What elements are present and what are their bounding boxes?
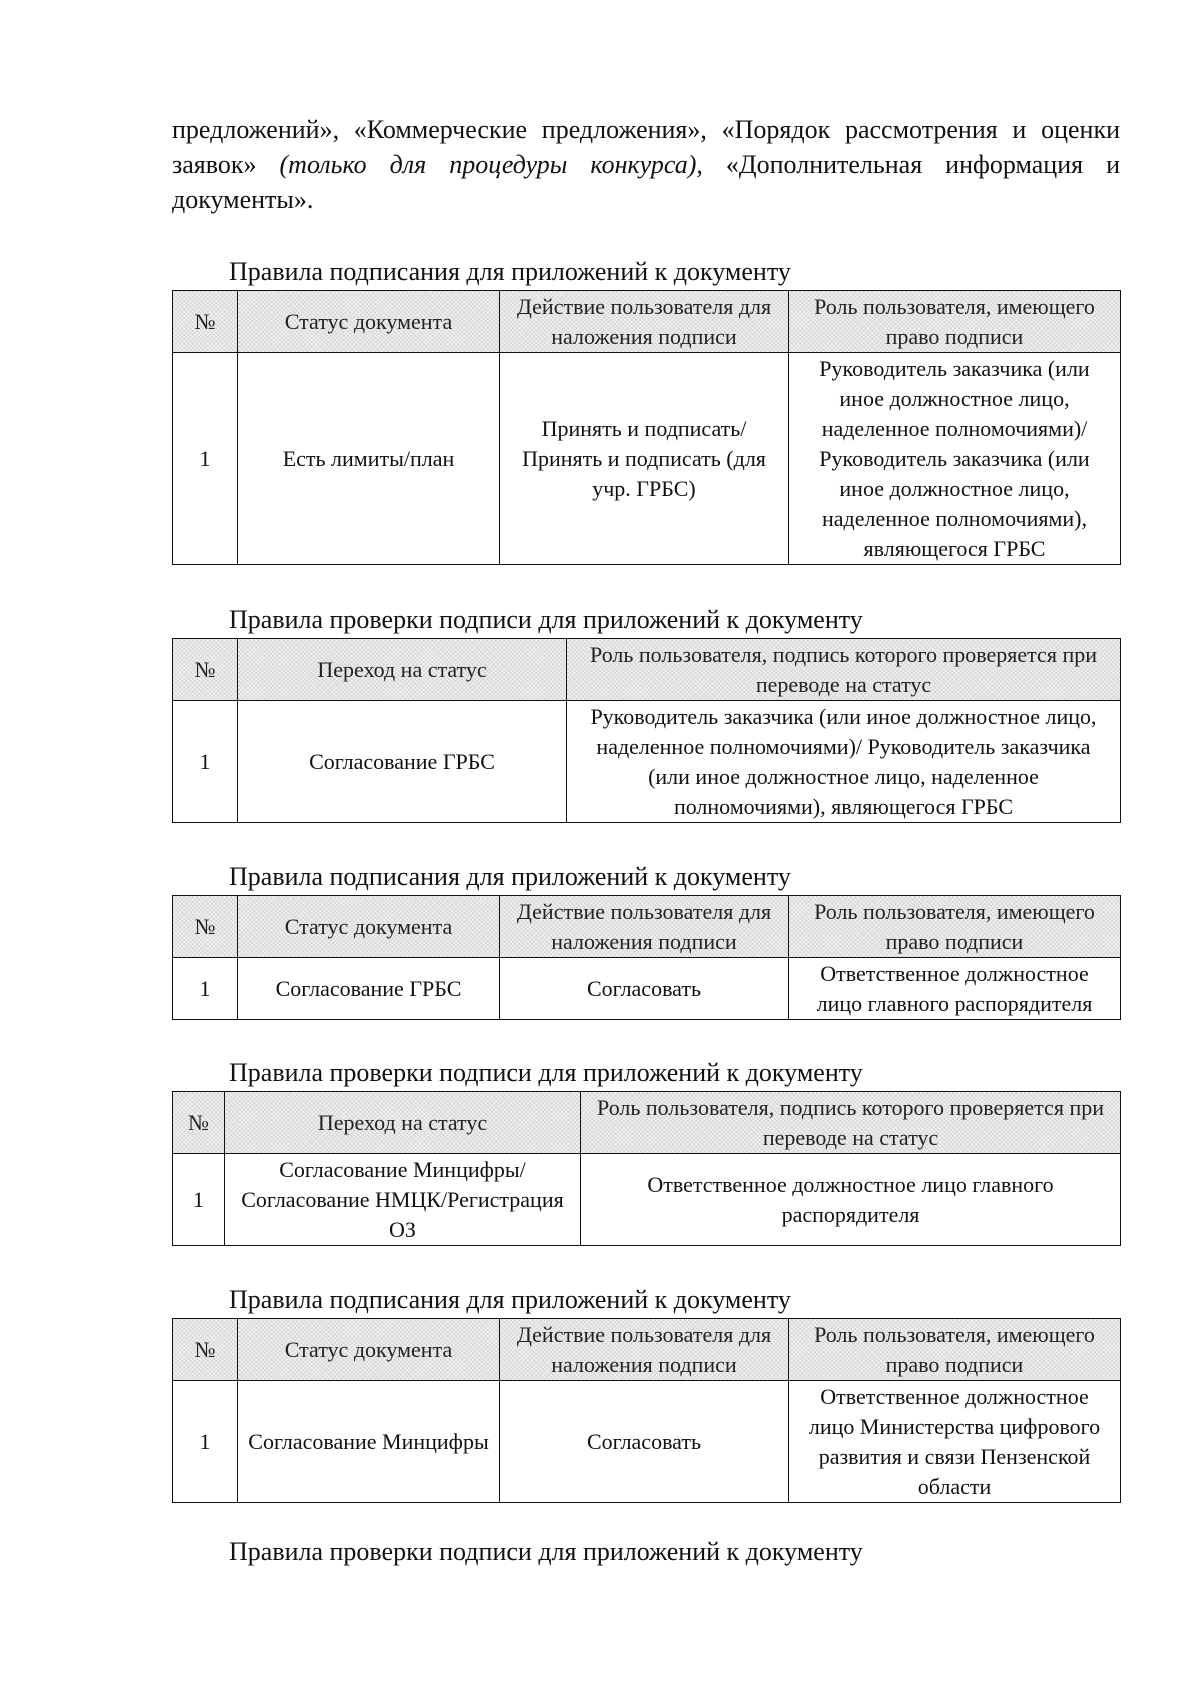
table-3-caption: Правила подписания для приложений к документу	[229, 862, 791, 891]
header-user-action: Действие пользователя для наложения подписи	[500, 896, 789, 958]
signature-check-table-2	[172, 1091, 1121, 1246]
table-header-row	[173, 1092, 1121, 1154]
header-number: №	[173, 1092, 225, 1154]
cell-number: 1	[173, 1154, 225, 1246]
signing-rules-table-3	[172, 1318, 1121, 1503]
table-header-row	[173, 1319, 1121, 1381]
final-caption: Правила проверки подписи для приложений к документу	[229, 1537, 863, 1566]
header-user-role: Роль пользователя, имеющего право подписи	[789, 291, 1121, 353]
header-number: №	[173, 896, 238, 958]
header-document-status: Статус документа	[238, 896, 500, 958]
cell-user-role: Руководитель заказчика (или иное должностное лицо, наделенное полномочиями)/ Руководитель заказчика (или иное должностное лицо, наделенное полномочиями), являющегося ГРБС	[789, 353, 1121, 565]
header-number: №	[173, 1319, 238, 1381]
header-checked-role: Роль пользователя, подпись которого проверяется при переводе на статус	[581, 1092, 1121, 1154]
table-header-row	[173, 896, 1121, 958]
cell-number: 1	[173, 1381, 238, 1503]
cell-transition-status: Согласование ГРБС	[238, 701, 567, 823]
header-user-role: Роль пользователя, имеющего право подписи	[789, 896, 1121, 958]
header-transition-status: Переход на статус	[225, 1092, 581, 1154]
cell-transition-status: Согласование Минцифры/ Согласование НМЦК/Регистрация ОЗ	[225, 1154, 581, 1246]
intro-paragraph	[172, 112, 1120, 217]
header-number: №	[173, 291, 238, 353]
table-4-caption: Правила проверки подписи для приложений к документу	[229, 1058, 863, 1087]
header-user-action: Действие пользователя для наложения подписи	[500, 1319, 789, 1381]
cell-user-action: Согласовать	[500, 958, 789, 1020]
table-row	[173, 1381, 1121, 1503]
header-checked-role: Роль пользователя, подпись которого проверяется при переводе на статус	[567, 639, 1121, 701]
table-header-row	[173, 639, 1121, 701]
table-row	[173, 958, 1121, 1020]
signing-rules-table-2	[172, 895, 1121, 1020]
header-document-status: Статус документа	[238, 1319, 500, 1381]
table-row	[173, 1154, 1121, 1246]
cell-document-status: Согласование Минцифры	[238, 1381, 500, 1503]
cell-user-action: Принять и подписать/Принять и подписать (для учр. ГРБС)	[500, 353, 789, 565]
cell-checked-role: Руководитель заказчика (или иное должностное лицо, наделенное полномочиями)/ Руководитель заказчика (или иное должностное лицо, наделенное полномочиями), являющегося ГРБС	[567, 701, 1121, 823]
cell-checked-role: Ответственное должностное лицо главного распорядителя	[581, 1154, 1121, 1246]
header-user-action: Действие пользователя для наложения подписи	[500, 291, 789, 353]
table-row	[173, 701, 1121, 823]
header-document-status: Статус документа	[238, 291, 500, 353]
cell-number: 1	[173, 958, 238, 1020]
intro-text-start: предложений», «Коммерческие предложения», «Порядок рассмотрения и оценки заявок»	[172, 115, 1120, 179]
cell-number: 1	[173, 701, 238, 823]
table-row	[173, 353, 1121, 565]
signing-rules-table-1	[172, 290, 1121, 565]
table-2-caption: Правила проверки подписи для приложений к документу	[229, 605, 863, 634]
intro-italic-note: (только для процедуры конкурса),	[279, 150, 703, 179]
cell-document-status: Есть лимиты/план	[238, 353, 500, 565]
table-1-caption: Правила подписания для приложений к документу	[229, 257, 791, 286]
header-user-role: Роль пользователя, имеющего право подписи	[789, 1319, 1121, 1381]
cell-document-status: Согласование ГРБС	[238, 958, 500, 1020]
cell-user-action: Согласовать	[500, 1381, 789, 1503]
cell-number: 1	[173, 353, 238, 565]
intro-text-end: «Дополнительная информация и документы».	[172, 150, 1120, 214]
cell-user-role: Ответственное должностное лицо Министерства цифрового развития и связи Пензенской области	[789, 1381, 1121, 1503]
header-transition-status: Переход на статус	[238, 639, 567, 701]
cell-user-role: Ответственное должностное лицо главного распорядителя	[789, 958, 1121, 1020]
table-5-caption: Правила подписания для приложений к документу	[229, 1285, 791, 1314]
header-number: №	[173, 639, 238, 701]
signature-check-table-1	[172, 638, 1121, 823]
table-header-row	[173, 291, 1121, 353]
